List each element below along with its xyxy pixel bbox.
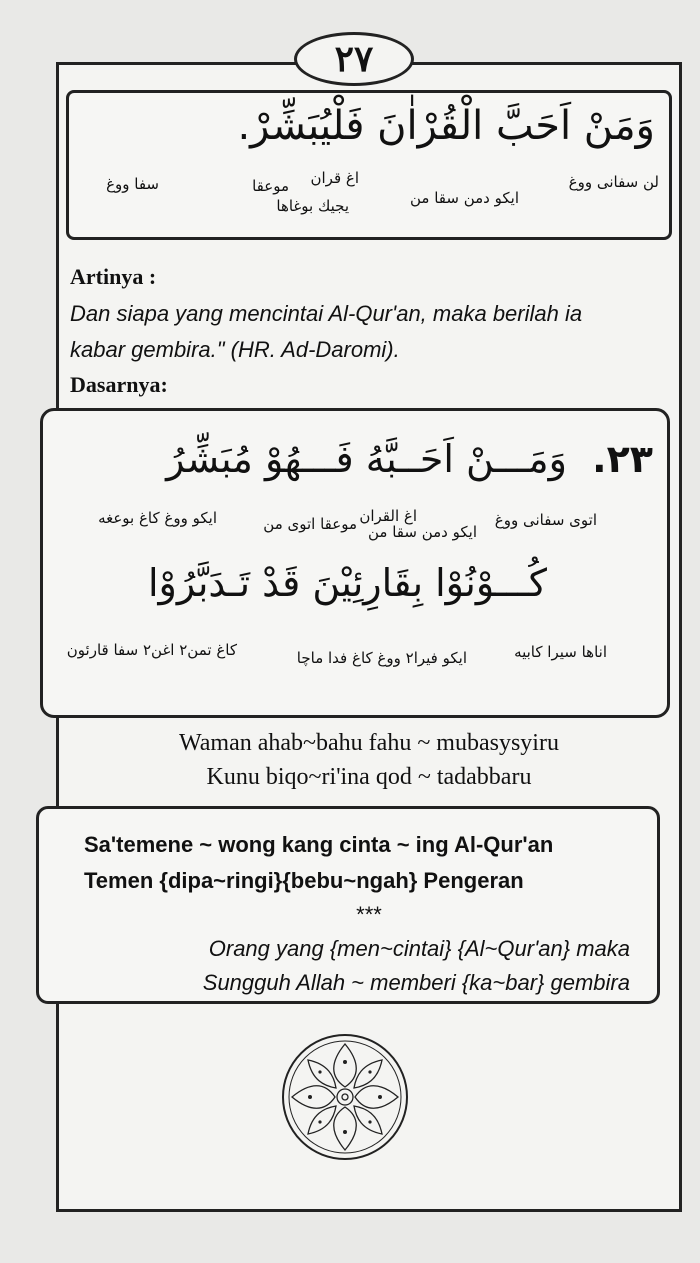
verse-gloss: اغ القران <box>359 507 417 525</box>
page-number: ٢٧ <box>294 32 414 86</box>
floral-ornament-icon <box>280 1032 410 1162</box>
artinya-line: Dan siapa yang mencintai Al-Qur'an, maka berilah ia <box>70 301 583 326</box>
hadith-arabic-text: وَمَنْ اَحَبَّ الْقُرْاٰنَ فَلْيُبَشِّرْ. <box>237 103 655 149</box>
verse-number: ٢٣. <box>592 437 653 481</box>
separator-stars: *** <box>356 902 382 927</box>
javanese-line-1: Sa'temene ~ wong kang cinta ~ ing Al-Qur'an <box>84 832 554 857</box>
verse-gloss: ايكو دمن سقا من <box>368 523 477 541</box>
hadith-gloss: موعقا <box>252 177 289 195</box>
dasarnya-box <box>40 408 670 718</box>
hadith-gloss: اغ قران <box>310 169 359 187</box>
verse-gloss: اناها سيرا كابيه <box>514 643 607 661</box>
hadith-gloss: يجيك بوغاها <box>276 197 349 215</box>
artinya-heading: Artinya : <box>70 264 157 289</box>
verse-gloss: ايكو ووغ كاغ بوعغه <box>98 509 217 527</box>
hadith-box <box>66 90 672 240</box>
dasarnya-heading: Dasarnya: <box>70 372 168 397</box>
artinya-line: kabar gembira." (HR. Ad-Daromi). <box>70 337 400 362</box>
hadith-gloss: سفا ووغ <box>106 175 159 193</box>
indonesian-line-2: Sungguh Allah ~ memberi {ka~bar} gembira <box>202 970 630 995</box>
latin-line-1: Waman ahab~bahu fahu ~ mubasysyiru <box>179 730 559 756</box>
hadith-gloss: ايكو دمن سقا من <box>410 189 519 207</box>
verse-gloss: كاغ تمن٢ اغن٢ سفا قارئون <box>66 641 237 659</box>
verse-gloss: موعقا اتوى من <box>263 515 357 533</box>
verse-gloss: ايكو فيرا٢ ووغ كاغ فدا ماچا <box>296 649 467 667</box>
verse-line-1-arabic: وَمَـــنْ اَحَــبَّهُ فَـــهُوْ مُبَشِّرُ <box>166 437 567 481</box>
indonesian-line-1: Orang yang {men~cintai} {Al~Qur'an} maka <box>208 936 630 961</box>
artinya-translation <box>70 296 676 368</box>
verse-gloss: اتوى سفانى ووغ <box>494 511 597 529</box>
javanese-line-2: Temen {dipa~ringi}{bebu~ngah} Pengeran <box>84 868 524 893</box>
hadith-gloss: لن سفانى ووغ <box>568 173 659 191</box>
latin-line-2: Kunu biqo~ri'ina qod ~ tadabbaru <box>206 764 532 790</box>
verse-line-2-arabic: كُـــوْنُوْا بِقَارِئِيْنَ قَدْ تَـدَبَّرُوْا <box>147 561 547 605</box>
